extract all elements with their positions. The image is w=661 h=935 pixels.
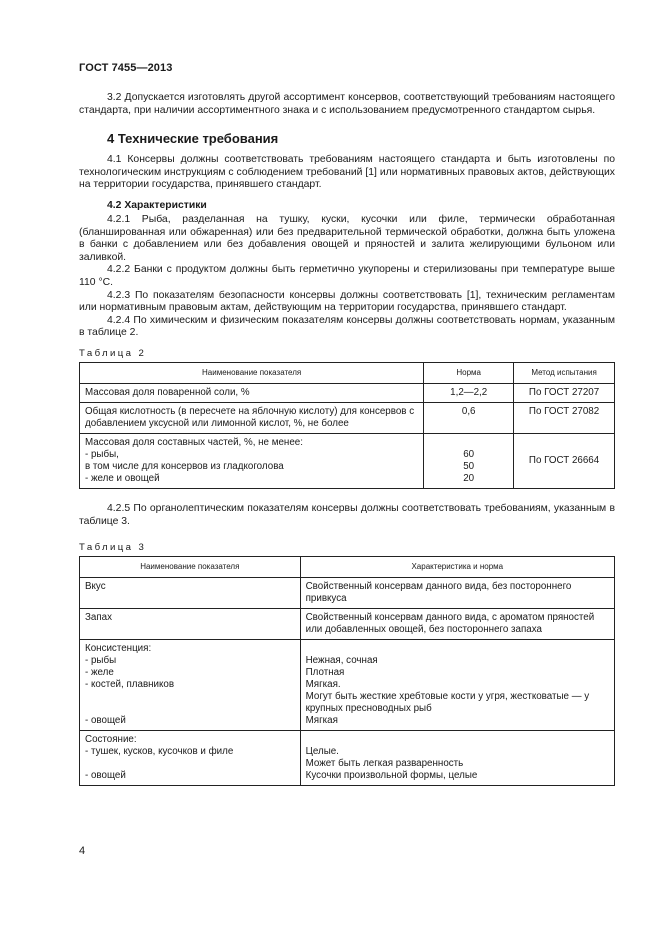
paragraph-4-1: 4.1 Консервы должны соответствовать требованиям настоящего стандарта и быть изготовлены по технологическим инструкциям с соблюдением требований [1] или нормативных правовых актов, действующих на территории государства, принявшего стандарт. [79, 154, 615, 191]
table-row [80, 640, 615, 731]
table-2-cell-norm: 0,6 [424, 402, 514, 433]
section-4-2-heading: 4.2 Характеристики [107, 199, 207, 211]
paragraph-4-2-5: 4.2.5 По органолептическим показателям консервы должны соответствовать требованиям, указанным в таблице 3. [79, 502, 615, 527]
table-2-cell-norm: 1,2—2,2 [424, 383, 514, 402]
table-2-cell-method: По ГОСТ 27082 [514, 402, 615, 433]
table-3-cell-value: Целые. Может быть легкая разваренность Кусочки произвольной формы, целые [300, 731, 614, 786]
table-3-caption: Таблица 3 [79, 542, 147, 554]
table-2-cell-name: Массовая доля составных частей, %, не менее: - рыбы, в том числе для консервов из гладкоголова - желе и овощей [80, 433, 424, 488]
table-2-cell-name: Массовая доля поваренной соли, % [80, 383, 424, 402]
table-3-header-row [80, 557, 615, 578]
standard-header: ГОСТ 7455—2013 [79, 62, 173, 74]
table-3-header-name: Наименование показателя [80, 557, 301, 578]
table-2 [79, 362, 615, 489]
table-3-cell-value: Свойственный консервам данного вида, без постороннего привкуса [300, 578, 614, 609]
table-2-cell-method: По ГОСТ 27207 [514, 383, 615, 402]
table-3-cell-name: Состояние: - тушек, кусков, кусочков и филе - овощей [80, 731, 301, 786]
table-row [80, 609, 615, 640]
table-3-cell-value: Свойственный консервам данного вида, с ароматом пряностей или добавленных овощей, без постороннего запаха [300, 609, 614, 640]
paragraph-4-2-1: 4.2.1 Рыба, разделанная на тушку, куски, кусочки или филе, термически обработанная (бланшированная или обжаренная) или без предварительной термической обработки, должна быть уложена в банки с добавлением или без добавления овощей и пряностей и залита желирующими бульоном или заливкой. [79, 213, 615, 263]
table-2-header-method: Метод испытания [514, 362, 615, 383]
table-2-caption: Таблица 2 [79, 347, 147, 359]
table-3-cell-name: Запах [80, 609, 301, 640]
paragraph-4-2-4: 4.2.4 По химическим и физическим показателям консервы должны соответствовать нормам, указанным в таблице 2. [79, 314, 615, 339]
page-number: 4 [79, 845, 86, 857]
paragraph-4-2-3: 4.2.3 По показателям безопасности консервы должны соответствовать [1], техническим регламентам или нормативным правовым актам, действующим на территории государства, принявшего стандарт. [79, 289, 615, 314]
table-3-cell-name: Консистенция: - рыбы - желе - костей, плавников - овощей [80, 640, 301, 731]
table-2-cell-norm: 60 50 20 [424, 433, 514, 488]
table-row [80, 402, 615, 433]
page-content [79, 92, 615, 786]
table-3-cell-name: Вкус [80, 578, 301, 609]
table-3-header-value: Характеристика и норма [300, 557, 614, 578]
section-4-heading: 4 Технические требования [107, 131, 279, 147]
table-row [80, 433, 615, 488]
table-2-header-norm: Норма [424, 362, 514, 383]
paragraph-3-2: 3.2 Допускается изготовлять другой ассортимент консервов, соответствующий требованиям настоящего стандарта, при наличии ассортиментного знака и с использованием предусмотренного стандартом сырья. [79, 92, 615, 116]
paragraph-4-2-2: 4.2.2 Банки с продуктом должны быть герметично укупорены и стерилизованы при температуре выше 110 °С. [79, 264, 615, 288]
table-row [80, 578, 615, 609]
table-2-cell-name: Общая кислотность (в пересчете на яблочную кислоту) для консервов с добавлением уксусной или лимонной кислот, %, не более [80, 402, 424, 433]
table-2-header-row [80, 362, 615, 383]
table-3-cell-value: Нежная, сочная Плотная Мягкая. Могут быть жесткие хребтовые кости у угря, жестковатые — у крупных пресноводных рыб Мягкая [300, 640, 614, 731]
table-2-header-name: Наименование показателя [80, 362, 424, 383]
table-row [80, 731, 615, 786]
table-3 [79, 556, 615, 786]
table-row [80, 383, 615, 402]
table-2-cell-method: По ГОСТ 26664 [514, 433, 615, 488]
